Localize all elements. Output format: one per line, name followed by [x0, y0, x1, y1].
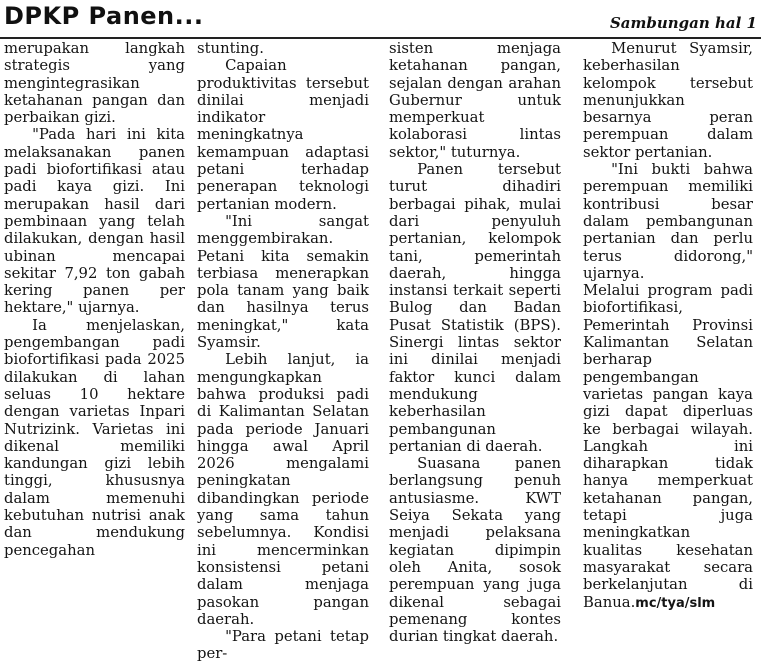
article-header [0, 0, 761, 40]
paragraph: Melalui program padi biofortifikasi, Pemerintah Provinsi Kalimantan Selatan berharap pengembangan varietas pangan kaya gizi dapat diperluas ke berbagai wilayah. Langkah ini diharapkan tidak hanya memperkuat ketahanan pangan, tetapi juga meningkatkan kualitas kesehatan masyarakat secara berkelanjutan di Banua. [583, 282, 753, 611]
paragraph: Lebih lanjut, ia mengungkapkan bahwa produksi padi di Kalimantan Selatan pada periode Januari hingga awal April 2026 mengalami peningkatan dibandingkan periode yang sama tahun sebelumnya. Kondisi ini mencerminkan konsistensi petani dalam menjaga pasokan pangan daerah. [197, 351, 369, 628]
paragraph: Suasana panen berlangsung penuh antusiasme. KWT Seiya Sekata yang menjadi pelaksana kegiatan dipimpin oleh Anita, sosok perempuan yang juga dikenal sebagai pemenang kontes durian tingkat daerah. [389, 455, 561, 646]
continuation-label: Sambungan hal 1 [609, 14, 757, 32]
text-column-4 [583, 40, 753, 611]
paragraph: "Pada hari ini kita melaksanakan panen padi biofortifikasi atau padi kaya gizi. Ini merupakan hasil dari pembinaan yang telah dilakukan, dengan hasil ubinan mencapai sekitar 7,92 ton gabah kering panen per hektare," ujarnya. [4, 126, 185, 317]
byline-signature: mc/tya/slm [635, 595, 716, 611]
paragraph: Menurut Syamsir, keberhasilan kelompok tersebut menunjukkan besarnya peran perempuan dalam sektor pertanian. [583, 40, 753, 161]
paragraph: "Ini sangat menggembirakan. Petani kita semakin terbiasa menerapkan pola tanam yang baik dan hasilnya terus meningkat," kata Syamsir. [197, 212, 369, 352]
paragraph: "Ini bukti bahwa perempuan memiliki kontribusi besar dalam pembangunan pertanian dan perlu terus didorong," ujarnya. [583, 161, 753, 282]
text-column-3 [389, 40, 561, 646]
paragraph: stunting. [197, 40, 264, 57]
paragraph: "Para petani tetap per- [197, 628, 369, 663]
paragraph: sisten menjaga ketahanan pangan, sejalan dengan arahan Gubernur untuk memperkuat kolaborasi lintas sektor," tuturnya. [389, 40, 561, 161]
paragraph: Panen tersebut turut dihadiri berbagai pihak, mulai dari penyuluh pertanian, kelompok tani, pemerintah daerah, hingga instansi terkait seperti Bulog dan Badan Pusat Statistik (BPS). Sinergi lintas sektor ini dinilai menjadi faktor kunci dalam mendukung keberhasilan pembangunan pertanian di daerah. [389, 161, 561, 455]
paragraph: Ia menjelaskan, pengembangan padi biofortifikasi pada 2025 dilakukan di lahan seluas 10 hektare dengan varietas Inpari Nutrizink. Varietas ini dikenal memiliki kandungan gizi lebih tinggi, khususnya dalam memenuhi kebutuhan nutrisi anak dan mendukung pencegahan [4, 316, 185, 559]
text-column-1 [4, 40, 185, 559]
paragraph: Capaian produktivitas tersebut dinilai menjadi indikator meningkatnya kemampuan adaptasi petani terhadap penerapan teknologi pertanian modern. [197, 57, 369, 213]
paragraph: merupakan langkah strategis yang mengintegrasikan ketahanan pangan dan perbaikan gizi. [4, 40, 185, 127]
header-rule [0, 37, 761, 39]
headline: DPKP Panen... [4, 2, 204, 30]
text-column-2 [197, 40, 369, 663]
